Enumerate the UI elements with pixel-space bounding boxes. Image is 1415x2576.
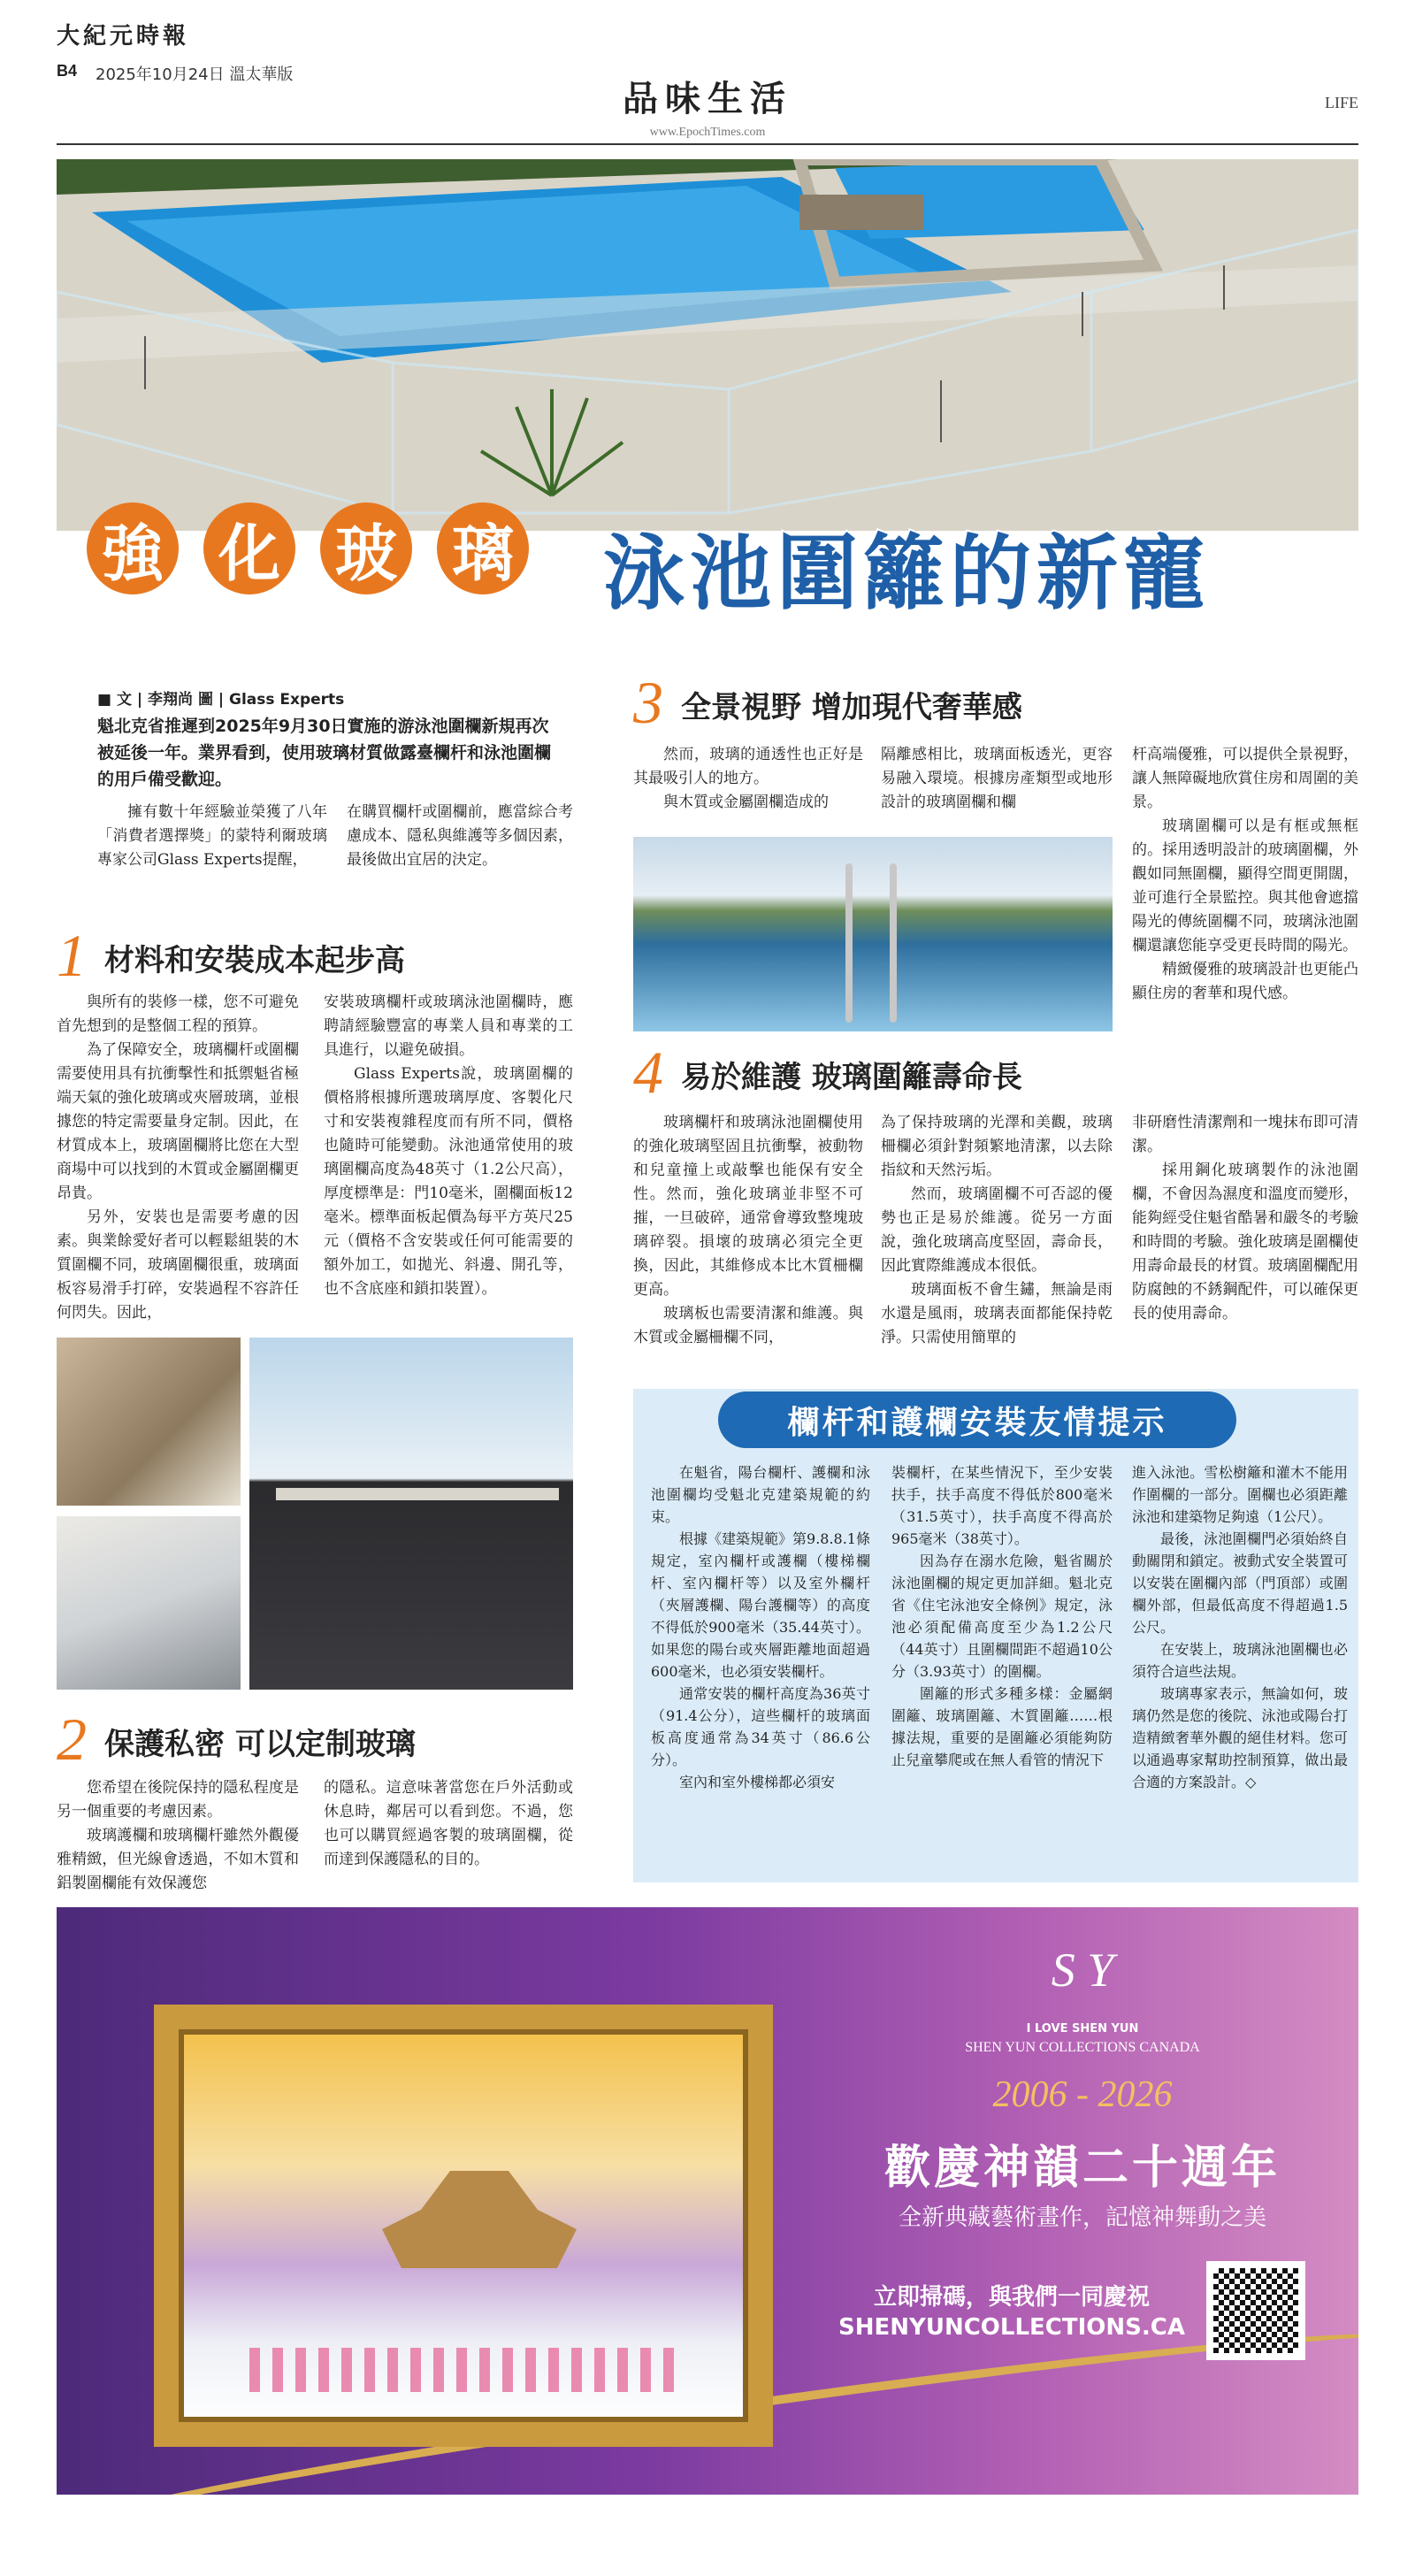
ad-title: 歡慶神韻二十週年 — [883, 2142, 1281, 2195]
header-divider — [57, 143, 1358, 145]
headline-char-2: 化 — [203, 502, 295, 594]
section-2-title: 保護私密 可以定制玻璃 — [104, 1727, 416, 1762]
indoor-railing-photo — [57, 1516, 241, 1690]
section-2-number: 2 — [57, 1706, 87, 1773]
section-1-col1: 與所有的裝修一樣，您不可避免首先想到的是整個工程的預算。 為了保障安全，玻璃欄杆或圍欄需要使用具有抗衝擊性和抵禦魁省極端天氣的強化玻璃或夾層玻璃，並根據您的特定需要量身定制。因此，在材質成本上，玻璃圍欄將比您在大型商場中可以找到的木質或金屬圍欄更昂貴。 另外，安裝也是需要考慮的因素。與業餘愛好者可以輕鬆組裝的木質圍欄不同，玻璃圍欄很重，玻璃面板容易滑手打碎，安裝過程不容許任何閃失。因此， — [57, 993, 299, 1322]
tips-title: 欄杆和護欄安裝友情提示 — [718, 1392, 1236, 1448]
tips-col3: 進入泳池。雪松樹籬和灌木不能用作圍欄的一部分。圍欄也必須距離泳池和建築物足夠遠（1公尺）。 最後，泳池圍欄門必須始終自動關閉和鎖定。被動式安全裝置可以安裝在圍欄內部（門頂部）或圍欄外部，但最低高度不得超過1.5公尺。 在安裝上，玻璃泳池圍欄也必須符合這些法規。 玻璃專家表示，無論如何，玻璃仍然是您的後院、泳池或陽台打造精緻奢華外觀的絕佳材料。您可以通過專家幫助控制預算，做出最合適的方案設計。◇ — [1132, 1464, 1348, 1790]
section-3-number: 3 — [633, 669, 663, 736]
shen-yun-advertisement[interactable] — [57, 1907, 1358, 2495]
tips-col1: 在魁省，陽台欄杆、護欄和泳池圍欄均受魁北克建築規範的約束。 根據《建築規範》第9.8.8.1條規定，室內欄杆或護欄（樓梯欄杆、室內欄杆等）以及室外欄杆（夾層護欄、陽台護欄等）的高度不得低於900毫米（35.44英寸）。如果您的陽台或夾層距離地面超過600毫米，也必須安裝欄杆。 通常安裝的欄杆高度為36英寸（91.4公分），這些欄杆的玻璃面板高度通常為34英寸（86.6公分）。 室內和室外樓梯都必須安 — [651, 1464, 870, 1790]
shen-yun-logo: S Y — [1051, 1944, 1114, 1997]
section-4-title: 易於維護 玻璃圍籬壽命長 — [681, 1060, 1022, 1095]
intro-left: 擁有數十年經驗並榮獲了八年「消費者選擇獎」的蒙特利爾玻璃專家公司Glass Experts提醒， — [97, 803, 327, 869]
masthead-logo: 大紀元時報 — [57, 23, 190, 50]
section-4-col2: 為了保持玻璃的光澤和美觀，玻璃柵欄必須針對頻繁地清潔，以去除指紋和天然污垢。 然而，玻璃圍欄不可否認的優勢也正是易於維護。從另一方面說，強化玻璃高度堅固，壽命長，因此實際維護成本很低。 玻璃面板不會生鏽，無論是雨水還是風雨，玻璃表面都能保持乾淨。只需使用簡單的 — [881, 1114, 1113, 1346]
publication-date: 2025年10月24日 溫太華版 — [96, 65, 294, 84]
headline-char-4: 璃 — [437, 502, 529, 594]
section-4-col1: 玻璃欄杆和玻璃泳池圍欄使用的強化玻璃堅固且抗衝擊，被動物和兒童撞上或敲擊也能保有安全性。然而，強化玻璃並非堅不可摧，一旦破碎，通常會導致整塊玻璃碎裂。損壞的玻璃必須完全更換，因此，其維修成本比木質柵欄更高。 玻璃板也需要清潔和維護。與木質或金屬柵欄不同， — [633, 1114, 863, 1346]
section-3-col1: 然而，玻璃的通透性也正好是其最吸引人的地方。 與木質或金屬圍欄造成的 — [633, 746, 863, 811]
section-3-col3: 杆高端優雅，可以提供全景視野，讓人無障礙地欣賞住房和周圍的美景。 玻璃圍欄可以是有框或無框的。採用透明設計的玻璃圍欄，外觀如同無圍欄，顯得空間更開闊，並可進行全景監控。與其他會遮擋陽光的傳統圍欄不同，玻璃泳池圍欄還讓您能享受更長時間的陽光。 精緻優雅的玻璃設計也更能凸顯住房的奢華和現代感。 — [1132, 746, 1358, 1002]
headline-char-3: 玻 — [320, 502, 412, 594]
section-2-col1: 您希望在後院保持的隱私程度是另一個重要的考慮因素。 玻璃護欄和玻璃欄杆雖然外觀優雅精緻，但光線會透過，不如木質和鋁製圍欄能有效保護您 — [57, 1779, 299, 1892]
page-number: B4 — [57, 62, 78, 80]
intro-right: 在購買欄杆或圍欄前，應當綜合考慮成本、隱私與維護等多個因素，最後做出宜居的決定。 — [347, 803, 573, 869]
ad-brand-line-2: SHEN YUN COLLECTIONS CANADA — [965, 2040, 1200, 2055]
tips-col2: 裝欄杆，在某些情況下，至少安裝扶手，扶手高度不得低於800毫米（31.5英寸），扶手高度不得高於965毫米（38英寸）。 因為存在溺水危險，魁省關於泳池圍欄的規定更加詳細。魁北克省《住宅泳池安全條例》規定，泳池必須配備高度至少為1.2公尺（44英寸）且圍欄間距不超過10公分（3.93英寸）的圍欄。 圍籬的形式多種多樣：金屬網圍籬、玻璃圍籬、木質圍籬……根據法規，重要的是圍籬必須能夠防止兒童攀爬或在無人看管的情況下 — [891, 1464, 1113, 1768]
section-2-col2: 的隱私。這意味著當您在戶外活動或休息時，鄰居可以看到您。不過，您也可以購買經過客製的玻璃圍欄，從而達到保護隱私的目的。 — [324, 1779, 573, 1868]
section-title: 品味生活 — [623, 79, 792, 119]
section-3-title: 全景視野 增加現代奢華感 — [681, 690, 1022, 725]
section-4-col3: 非研磨性清潔劑和一塊抹布即可清潔。 採用鋼化玻璃製作的泳池圍欄，不會因為濕度和溫度而變形，能夠經受住魁省酷暑和嚴冬的考驗和時間的考驗。強化玻璃是圍欄使用壽命最長的材質。玻璃圍欄配用防腐蝕的不銹鋼配件，可以確保更長的使用壽命。 — [1132, 1114, 1358, 1322]
headline-title: 泳池圍籬的新寵 — [603, 526, 1211, 621]
ad-brand-line-1: I LOVE SHEN YUN — [1026, 2022, 1139, 2036]
byline: ■ 文 | 李翔尚 圖 | Glass Experts — [97, 691, 345, 709]
dancers-illustration — [249, 2348, 674, 2392]
qr-code[interactable] — [1206, 2261, 1305, 2360]
ad-subtitle: 全新典藏藝術畫作，記憶神舞動之美 — [898, 2204, 1266, 2231]
pool-ladder-photo — [633, 837, 1113, 1031]
section-1-col2: 安裝玻璃欄杆或玻璃泳池圍欄時，應聘請經驗豐富的專業人員和專業的工具進行，以避免破損。 Glass Experts說，玻璃圍欄的價格將根據所選玻璃厚度、客製化尺寸和安裝複雜程度而有所不同，價格也隨時可能變動。泳池通常使用的玻璃圍欄高度為48英寸（1.2公尺高），厚度標準是：門10毫米，圍欄面板12毫米。標準面板起價為每平方英尺25元（價格不含安裝或任何可能需要的額外加工，如拋光、斜邊、開孔等，也不含底座和鎖扣裝置）。 — [324, 993, 573, 1298]
ad-url[interactable]: SHENYUNCOLLECTIONS.CA — [838, 2314, 1185, 2341]
lead-paragraph: 魁北克省推遲到2025年9月30日實施的游泳池圍欄新規再次被延後一年。業界看到，使用玻璃材質做露臺欄杆和泳池圍欄的用戶備受歡迎。 — [97, 717, 552, 789]
site-url[interactable]: www.EpochTimes.com — [649, 126, 766, 139]
section-1-title: 材料和安裝成本起步高 — [104, 943, 405, 978]
section-3-col2: 隔離感相比，玻璃面板透光，更容易融入環境。根據房產類型或地形設計的玻璃圍欄和欄 — [881, 746, 1113, 811]
palace-illustration — [382, 2171, 577, 2268]
ad-cta: 立即掃碼，與我們一同慶祝 — [873, 2284, 1150, 2311]
ad-years: 2006 - 2026 — [992, 2074, 1173, 2115]
hero-pool-image — [57, 159, 1358, 531]
section-4-number: 4 — [633, 1039, 663, 1106]
section-label-en: LIFE — [1325, 94, 1358, 111]
section-1-number: 1 — [57, 922, 87, 989]
stair-railing-photo — [57, 1338, 241, 1506]
headline-char-1: 強 — [87, 502, 179, 594]
balcony-railing-photo — [249, 1338, 573, 1690]
framed-painting — [154, 2005, 773, 2447]
